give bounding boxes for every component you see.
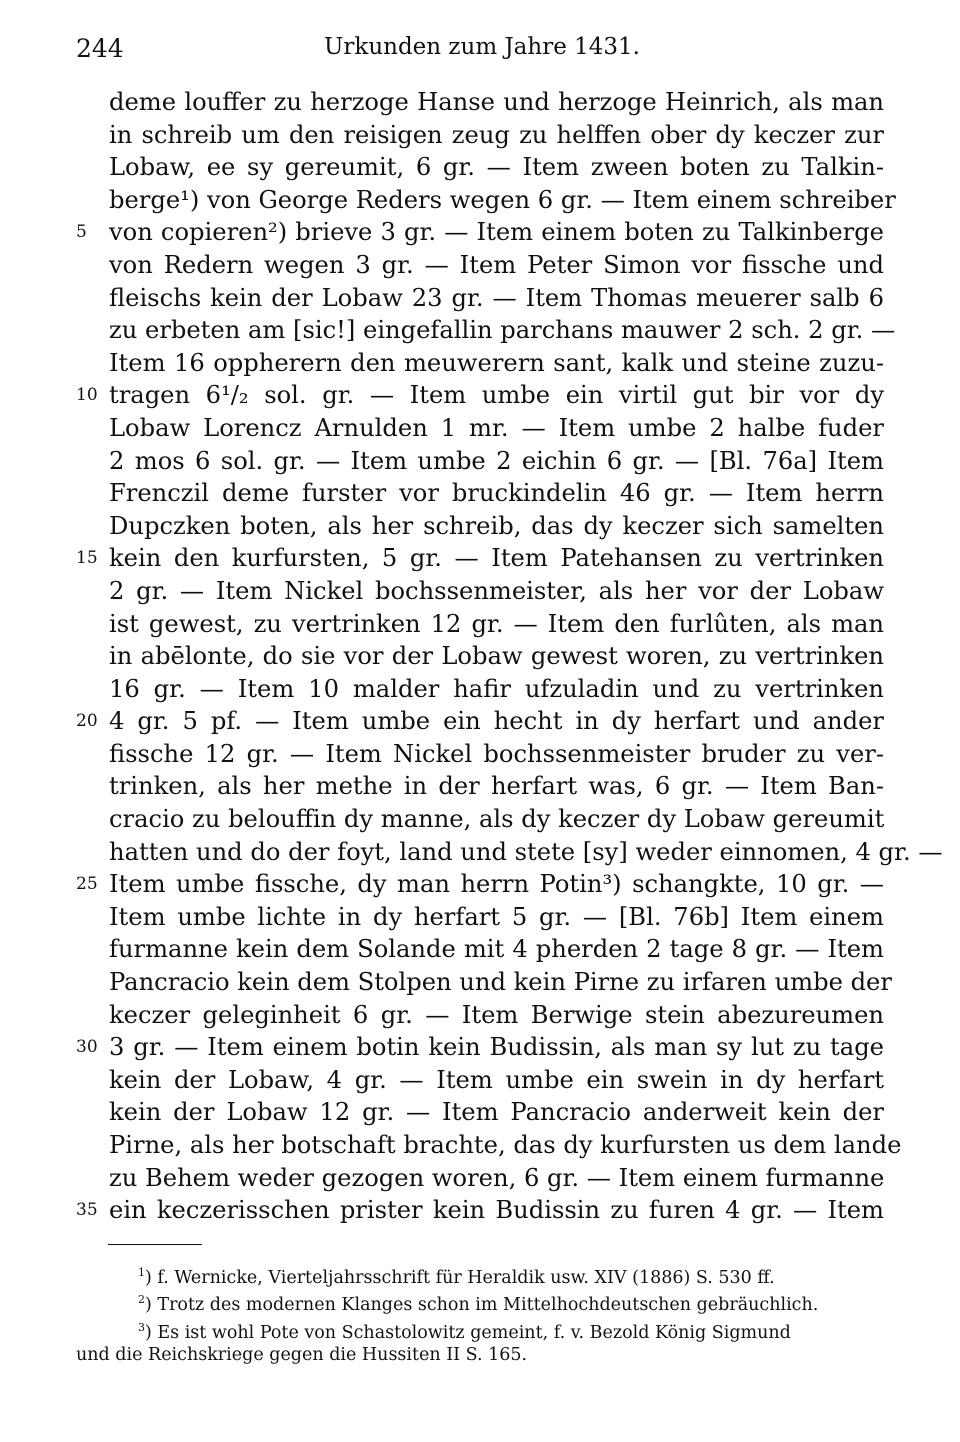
text-line	[76, 86, 888, 119]
line-text: cracio zu belouffin dy manne, als dy keczer dy Lobaw gereumit	[109, 805, 885, 834]
line-text: 16 gr. — Item 10 malder hafir ufzuladin und zu vertrinken	[109, 674, 884, 703]
text-line	[76, 1194, 888, 1227]
line-text: kein der Lobaw, 4 gr. — Item umbe ein swein in dy herfart	[109, 1065, 884, 1094]
text-line	[76, 249, 888, 282]
footnote-text: ) f. Wernicke, Vierteljahrsschrift für Heraldik usw. XIV (1886) S. 530 ff.	[145, 1267, 775, 1288]
line-text: Frenczil deme furster vor bruckindelin 46 gr. — Item herrn	[109, 479, 884, 508]
running-title: Urkunden zum Jahre 1431.	[324, 34, 640, 60]
line-text: Lobaw Lorencz Arnulden 1 mr. — Item umbe 2 halbe fuder	[109, 413, 884, 442]
text-line	[76, 1064, 888, 1097]
line-number: 5	[76, 222, 87, 243]
text-line	[76, 999, 888, 1032]
line-text: berge¹) von George Reders wegen 6 gr. — Item einem schreiber	[109, 185, 896, 214]
line-text: Pirne, als her botschaft brachte, das dy kurfursten us dem lande	[109, 1131, 902, 1159]
footnote-text: und die Reichskriege gegen die Hussiten II S. 165.	[76, 1344, 528, 1365]
text-line	[76, 510, 888, 543]
text-line	[76, 314, 896, 347]
line-text: 3 gr. — Item einem botin kein Budissin, als man sy lut zu tage	[109, 1033, 884, 1062]
text-line	[76, 640, 888, 673]
line-text: Item umbe fissche, dy man herrn Potin³) schangkte, 10 gr. —	[109, 870, 884, 899]
line-text: Item 16 oppherern den meuwerern sant, kalk und steine zuzu-	[109, 348, 884, 377]
page-number: 244	[76, 34, 124, 63]
footnote	[76, 1344, 888, 1367]
document-body	[76, 86, 943, 1227]
line-text: Pancracio kein dem Stolpen und kein Pirne zu irfaren umbe der	[109, 968, 892, 997]
text-line	[76, 933, 888, 966]
text-line	[76, 1162, 888, 1195]
line-text: Lobaw, ee sy gereumit, 6 gr. — Item zween boten zu Talkin-	[109, 153, 884, 182]
footnote-mark: 2	[138, 1293, 145, 1307]
line-text: keczer geleginheit 6 gr. — Item Berwige stein abezureumen	[109, 1000, 884, 1029]
line-text: fissche 12 gr. — Item Nickel bochssenmeister bruder zu ver-	[109, 739, 884, 768]
line-text: kein den kurfursten, 5 gr. — Item Patehansen zu vertrinken	[109, 544, 884, 573]
footnotes	[76, 1262, 888, 1366]
text-line	[76, 803, 888, 836]
text-line	[76, 542, 888, 575]
line-text: deme louffer zu herzoge Hanse und herzoge Heinrich, als man	[109, 88, 884, 116]
text-line	[76, 673, 888, 706]
footnote-mark: 3	[138, 1320, 145, 1334]
text-line	[76, 445, 888, 478]
text-line	[76, 1096, 888, 1129]
line-text: hatten und do der foyt, land und stete [sy] weder einnomen, 4 gr. —	[109, 837, 943, 866]
line-text: von copieren²) brieve 3 gr. — Item einem boten zu Talkinberge	[109, 218, 884, 247]
line-text: 2 gr. — Item Nickel bochssenmeister, als her vor der Lobaw	[109, 576, 884, 605]
line-text: furmanne kein dem Solande mit 4 pherden 2 tage 8 gr. — Item	[109, 935, 884, 964]
text-line	[76, 412, 888, 445]
footnote-rule	[108, 1244, 202, 1245]
text-line	[76, 966, 892, 999]
text-line	[76, 901, 888, 934]
text-line	[76, 868, 888, 901]
line-text: kein der Lobaw 12 gr. — Item Pancracio anderweit kein der	[109, 1098, 884, 1127]
line-text: zu erbeten am [sic!] eingefallin parchans mauwer 2 sch. 2 gr. —	[109, 316, 896, 345]
line-number: 15	[76, 548, 98, 569]
line-text: Item umbe lichte in dy herfart 5 gr. — [Bl. 76b] Item einem	[109, 902, 884, 931]
line-text: von Redern wegen 3 gr. — Item Peter Simon vor fissche und	[109, 250, 884, 279]
line-text: in abēlonte, do sie vor der Lobaw gewest woren, zu vertrinken	[109, 642, 884, 671]
line-text: ein keczerisschen prister kein Budissin zu furen 4 gr. — Item	[109, 1196, 884, 1225]
text-line	[76, 282, 888, 315]
text-line	[76, 738, 888, 771]
text-line	[76, 836, 943, 869]
line-text: fleischs kein der Lobaw 23 gr. — Item Thomas meuerer salb 6	[109, 283, 884, 312]
text-line	[76, 119, 888, 152]
footnote-text: ) Trotz des modernen Klanges schon im Mittelhochdeutschen gebräuchlich.	[145, 1295, 819, 1316]
text-line	[76, 1129, 902, 1162]
line-text: zu Behem weder gezogen woren, 6 gr. — Item einem furmanne	[109, 1163, 885, 1192]
line-text: ist gewest, zu vertrinken 12 gr. — Item den furlûten, als man	[109, 609, 884, 638]
line-number: 10	[76, 385, 98, 406]
text-line	[76, 184, 896, 217]
line-number: 30	[76, 1037, 98, 1058]
text-line	[76, 705, 888, 738]
text-line	[76, 608, 888, 641]
footnote-mark: 1	[138, 1266, 145, 1279]
line-text: tragen 6¹/₂ sol. gr. — Item umbe ein virtil gut bir vor dy	[109, 381, 884, 410]
line-text: 2 mos 6 sol. gr. — Item umbe 2 eichin 6 gr. — [Bl. 76a] Item	[109, 446, 884, 475]
line-number: 35	[76, 1200, 98, 1221]
footnote	[76, 1262, 888, 1289]
text-line	[76, 379, 888, 412]
text-line	[76, 770, 888, 803]
footnote-text: ) Es ist wohl Pote von Schastolowitz gemeint, f. v. Bezold König Sigmund	[145, 1322, 791, 1343]
line-text: trinken, als her methe in der herfart was, 6 gr. — Item Ban-	[109, 772, 884, 801]
text-line	[76, 151, 888, 184]
footnote	[76, 1317, 888, 1344]
line-number: 25	[76, 874, 98, 895]
text-line	[76, 1031, 888, 1064]
page-header	[76, 32, 888, 66]
line-text: Dupczken boten, als her schreib, das dy keczer sich samelten	[109, 511, 884, 540]
text-line	[76, 347, 888, 380]
line-text: in schreib um den reisigen zeug zu helffen ober dy keczer zur	[109, 120, 884, 149]
text-line	[76, 575, 888, 608]
text-line	[76, 216, 888, 249]
line-number: 20	[76, 711, 98, 732]
text-line	[76, 477, 888, 510]
line-text: 4 gr. 5 pf. — Item umbe ein hecht in dy herfart und ander	[109, 707, 884, 736]
footnote	[76, 1289, 888, 1316]
